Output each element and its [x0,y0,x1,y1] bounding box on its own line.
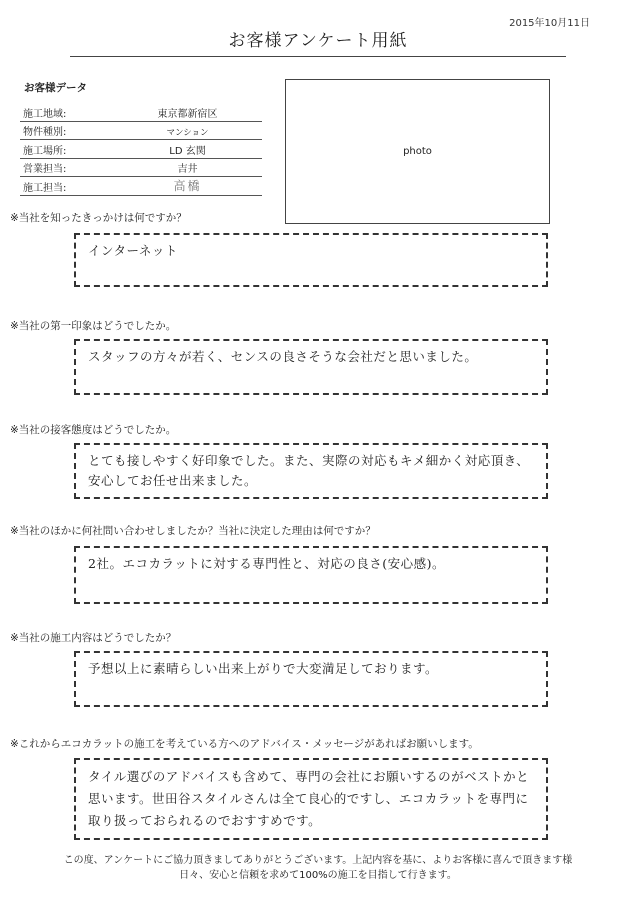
row-label: 施工場所: [23,145,67,157]
customer-data-table [20,103,262,196]
answer-3-text: とても接しやすく好印象でした。また、実際の対応もキメ細かく対応頂き、安心してお任せ出来ました。 [88,453,530,488]
customer-row-property-type [20,122,262,141]
customer-row-area [20,103,262,122]
answer-4-text: 2社。エコカラットに対する専門性と、対応の良さ(安心感)。 [88,556,445,571]
page-title: お客様アンケート用紙 [70,26,566,57]
row-value: 吉井 [177,164,198,175]
footer-message [0,853,636,883]
row-value: 東京都新宿区 [157,108,218,120]
customer-row-sales-staff [20,159,262,178]
question-6: ※これからエコカラットの施工を考えている方へのアドバイス・メッセージがあればお願いします。 [10,738,479,750]
row-label: 施工担当: [23,182,67,194]
row-label: 営業担当: [23,164,67,175]
footer-line-1: この度、アンケートにご協力頂きましてありがとうございます。上記内容を基に、よりお客様に喜んで頂きます様 [63,855,573,866]
customer-row-location [20,140,262,159]
row-label: 施工地域: [23,108,67,120]
answer-box-4 [74,546,548,604]
answer-2-text: スタッフの方々が若く、センスの良さそうな会社だと思いました。 [88,349,478,364]
question-4: ※当社のほかに何社問い合わせしましたか？当社に決定した理由は何ですか？ [10,525,376,537]
answer-6-text: タイル選びのアドバイスも含めて、専門の会社にお願いするのがベストかと思います。世田谷スタイルさんは全て良心的ですし、エコカラットを専門に取り扱っておられるのでおすすめです。 [88,769,530,828]
answer-1-text: インターネット [88,243,178,258]
footer-line-2: 日々、安心と信頼を求めて100%の施工を目指して行きます。 [179,870,457,881]
question-2: ※当社の第一印象はどうでしたか。 [10,320,177,332]
answer-box-6 [74,758,548,840]
answer-box-3 [74,443,548,499]
row-value: LD 玄関 [169,145,206,157]
photo-label: photo [403,146,432,157]
customer-data-heading: お客様データ [24,82,87,94]
question-5: ※当社の施工内容はどうでしたか？ [10,632,177,644]
question-1: ※当社を知ったきっかけは何ですか？ [10,212,187,224]
row-label: 物件種別: [23,127,67,138]
answer-box-1 [74,233,548,287]
survey-date: 2015年10月11日 [509,18,590,29]
question-3: ※当社の接客態度はどうでしたか。 [10,424,177,436]
photo-placeholder [285,79,550,224]
answer-box-2 [74,339,548,395]
answer-box-5 [74,651,548,707]
row-value: マンション [166,128,209,138]
answer-5-text: 予想以上に素晴らしい出来上がりで大変満足しております。 [88,661,439,676]
customer-row-installer [20,177,262,196]
row-value-handwritten: 高橋 [173,178,202,193]
